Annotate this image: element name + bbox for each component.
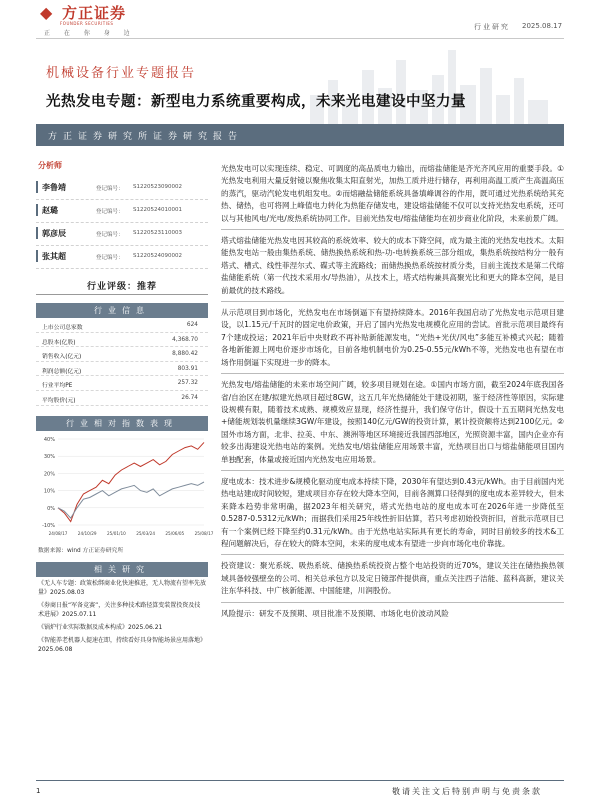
y-tick-label: 40% <box>43 436 55 443</box>
divider <box>221 602 564 603</box>
analyst-row <box>36 223 208 246</box>
analyst-name: 李鲁靖 <box>42 183 66 192</box>
industry-rating: 行业评级：推荐 <box>36 279 208 295</box>
y-tick-label: 20% <box>43 470 55 477</box>
analyst-marker <box>36 181 38 193</box>
analyst-row <box>36 177 208 200</box>
info-value: 803.91 <box>177 365 198 372</box>
company-logo <box>40 2 126 23</box>
report-date: 2025.08.17 <box>522 22 563 30</box>
info-row <box>36 376 208 391</box>
related-research-item[interactable]: 《锅炉行业实际数据及成本构成》2025.06.21 <box>38 623 163 631</box>
analyst-name: 赵璐 <box>42 206 58 215</box>
trend-chart-svg <box>36 433 214 541</box>
analyst-name: 郭彦辰 <box>42 229 66 238</box>
logo-mark-icon: ◆ <box>40 2 53 22</box>
analyst-row <box>36 200 208 223</box>
info-value: 624 <box>186 322 198 328</box>
footer-divider <box>36 780 564 781</box>
registration-label: 登记编号： <box>96 209 124 215</box>
series-line <box>58 442 204 521</box>
registration-code: S1220523090002 <box>133 184 182 190</box>
divider <box>221 470 564 471</box>
divider <box>221 229 564 230</box>
info-value: 257.32 <box>177 380 198 387</box>
related-research-item[interactable]: 《券商日报“军备竞赛”，关注多种技术路径算变装置投资及技术进展》2025.07.11 <box>38 601 201 618</box>
summary-para-2: 塔式熔盐储能光热发电因其较高的系统效率、较大的成本下降空间，成为最主流的光热发电技术。太阳能热发电站一般由集热系统、储热换热系统和热-功-电转换系统三部分组成，集热系统按结构分一般有塔式、槽式、线性菲涅尔式、碟式等主流路线；而储热换热系统按材质分类，目前主流技术是第二代熔盐储能系统（第一代技术采用水/导热油），从技术上，塔式结构兼具高聚光比和更大的降本空间，是目前最优的技术路线。 <box>221 236 564 295</box>
chart-source: 数据来源：wind 方正证券研究所 <box>38 547 124 554</box>
related-research-item[interactable]: 《无人车专题：政策松绑商业化快速推进，无人物流有望率先放量》2025.08.03 <box>38 579 207 596</box>
risk-warning: 风险提示：研发不及预期、项目批准不及预期、市场化电价波动风险 <box>221 608 449 618</box>
analyst-heading: 分析师 <box>38 161 62 170</box>
page-number: 1 <box>36 787 41 795</box>
divider <box>221 301 564 302</box>
industry-info-table <box>36 318 208 406</box>
info-key: 总股本(亿股) <box>42 339 76 346</box>
divider <box>221 373 564 374</box>
x-tick-label: 25/06/05 <box>165 530 185 536</box>
category-title: 机械设备行业专题报告 <box>46 66 197 81</box>
page-title: 光热发电专题：新型电力系统重要构成，未来光电建设中坚力量 <box>46 94 466 110</box>
info-value: 26.74 <box>181 394 198 401</box>
info-key: 利润总额(亿元) <box>42 368 82 375</box>
summary-para-1: 光热发电可以实现连续、稳定、可调度的高品质电力输出，而熔盐储能是齐光齐风应用的重要手段。①光热发电利用大量反射镜以聚焦收集太阳直射光，加热工质并进行储存，再利用高温工质产生高温高压的蒸汽，驱动汽轮发电机组发电。②而熔融盐储能系统具备填峰调谷的作用，既可通过光热系统给其充热、储热，也可将网上峰值电力转化为热能存储发电，建设熔盐储能不仅可以支持光热发电系统，还可以与其他风电/光电/废热系统协同工作。目前光热发电/熔盐储能均在初步商业化阶段，未来前景广阔。 <box>221 164 564 223</box>
registration-label: 登记编号： <box>96 232 124 238</box>
divider <box>221 554 564 555</box>
info-row <box>36 362 208 377</box>
x-tick-label: 25/03/24 <box>136 530 156 536</box>
industry-info-heading: 行业信息 <box>36 303 208 318</box>
disclaimer-link[interactable]: 敬请关注文后特别声明与免责条款 <box>392 787 542 796</box>
header-divider <box>36 38 564 39</box>
summary-para-5: 度电成本：技术进步&规模化驱动度电成本持续下降，2030年有望达到0.43元/kWh。由于目前国内光热电站建成时间较短，建成项目亦存在较大降本空间，目前各测算口径得到的度电成本差异较大，但未来降本趋势非常明确，据2023年相关研究，塔式光热电站的度电成本可在2026年进一步降低至0.5287-0.5312元/kWh；而据我们采用25年线性折旧估算，若只考虑初始投资折旧，首批示范项目已有一个案例已经下降至约0.31元/kWh。由于光热电站实际具有更长的寿命，同时目前较多的技术&工程问题解决后，存在较大的降本空间，未来的度电成本有望进一步向市场化电价靠拢。 <box>221 476 565 548</box>
report-header <box>0 0 600 40</box>
x-tick-label: 25/01/10 <box>106 530 126 536</box>
info-key: 平均股价(元) <box>42 397 76 404</box>
report-type: 行业研究 <box>474 23 510 31</box>
y-tick-label: 30% <box>43 453 55 460</box>
y-tick-label: 0% <box>47 505 55 512</box>
related-research-heading: 相关研究 <box>36 562 208 577</box>
logo-slogan: 正 在 你 身 边 <box>44 30 136 37</box>
registration-label: 登记编号： <box>96 186 124 192</box>
analyst-marker <box>36 227 38 239</box>
info-key: 销售收入(亿元) <box>42 354 82 361</box>
registration-code: S1220524090002 <box>133 253 182 259</box>
info-key: 上市公司总家数 <box>42 325 83 331</box>
analyst-marker <box>36 250 38 262</box>
x-tick-label: 25/08/17 <box>194 530 214 536</box>
y-tick-label: 10% <box>43 488 55 495</box>
x-tick-label: 24/10/29 <box>77 530 97 536</box>
summary-para-3: 从示范项目到市场化，光热发电在市场倒逼下有望持续降本。2016年我国启动了光热发电示范项目建设，以1.15元/千瓦时的固定电价政策，开启了国内光热发电规模化应用的尝试。首批示范项目最终有7个建成投运；2021年后中央财政不再补贴新能源发电，“光热+光伏/风电”多能互补模式兴起；随着各地新能源上网电价逐步市场化，目前各地机制电价为0.25-0.55元/kWh不等，光热发电也有望在市场作用倒逼下实现进一步的降本。 <box>221 308 564 367</box>
summary-para-4: 光热发电/熔盐储能的未来市场空间广阔，较多项目规划在途。①国内市场方面，截至2024年底我国各省/自治区在建/拟建光热项目超过8GW，这五几年光热储能处于建设初期，鉴于经济性等原因，实际建设规模有限，随着技术成熟、规模效应显现，经济性提升，我们保守估计，假设十五五期间光热发电+储能规划装机量继续3GW/年建设，按照140亿元/GW的投资计算，累计投资额将达到2100亿元。②国外市场方面，北非、拉美、中东、澳洲等地区环境接近我国西部地区，光照资源丰富，国内企业亦有较多出海建设光热电站的案例。光热发电/熔盐储能应用场景丰富，光热项目出口与熔盐储能项目国内单独配套，体量或接近国内光热发电应用场景。 <box>221 380 564 464</box>
index-trend-chart <box>36 431 214 543</box>
banner-text: 方正证券研究所证券研究报告 <box>48 132 244 142</box>
info-key: 行业平均PE <box>42 383 73 390</box>
info-value: 4,368.70 <box>172 336 198 343</box>
registration-code: S1220523110003 <box>133 230 182 236</box>
y-tick-label: -10% <box>42 522 55 529</box>
info-row <box>36 391 208 406</box>
related-research-item[interactable]: 《智能养老机器人提速在即，持续看好具身智能场景应用落地》2025.06.08 <box>38 636 207 653</box>
analyst-row <box>36 246 208 269</box>
sidebar <box>36 160 214 656</box>
registration-code: S1220524010001 <box>133 207 182 213</box>
info-row <box>36 347 208 362</box>
analyst-list <box>36 177 208 269</box>
info-row <box>36 318 208 333</box>
summary-para-6: 投资建议：聚光系统、吸热系统、储换热系统投资占整个电站投资的近70%，建议关注在储热换热领域具备较强壁垒的公司、相关总承包方以及定日镜部件提供商，重点关注西子洁能、蓝科高新，建议关注东华科技、中广核新能源、中国能建，川润股份。 <box>221 561 564 596</box>
city-skyline-decoration <box>300 40 560 125</box>
x-tick-label: 24/08/17 <box>48 530 68 536</box>
info-row <box>36 333 208 348</box>
info-value: 8,880.42 <box>172 351 198 358</box>
related-research-list <box>36 577 208 656</box>
index-trend-heading: 行业相对指数表现 <box>36 416 208 431</box>
logo-english: FOUNDER SECURITIES <box>60 21 114 26</box>
report-summary <box>221 163 564 624</box>
analyst-marker <box>36 204 38 216</box>
registration-label: 登记编号： <box>96 255 124 261</box>
institute-banner <box>36 124 564 146</box>
logo-text: 方正证券 <box>62 4 127 22</box>
analyst-name: 张其超 <box>42 252 66 261</box>
